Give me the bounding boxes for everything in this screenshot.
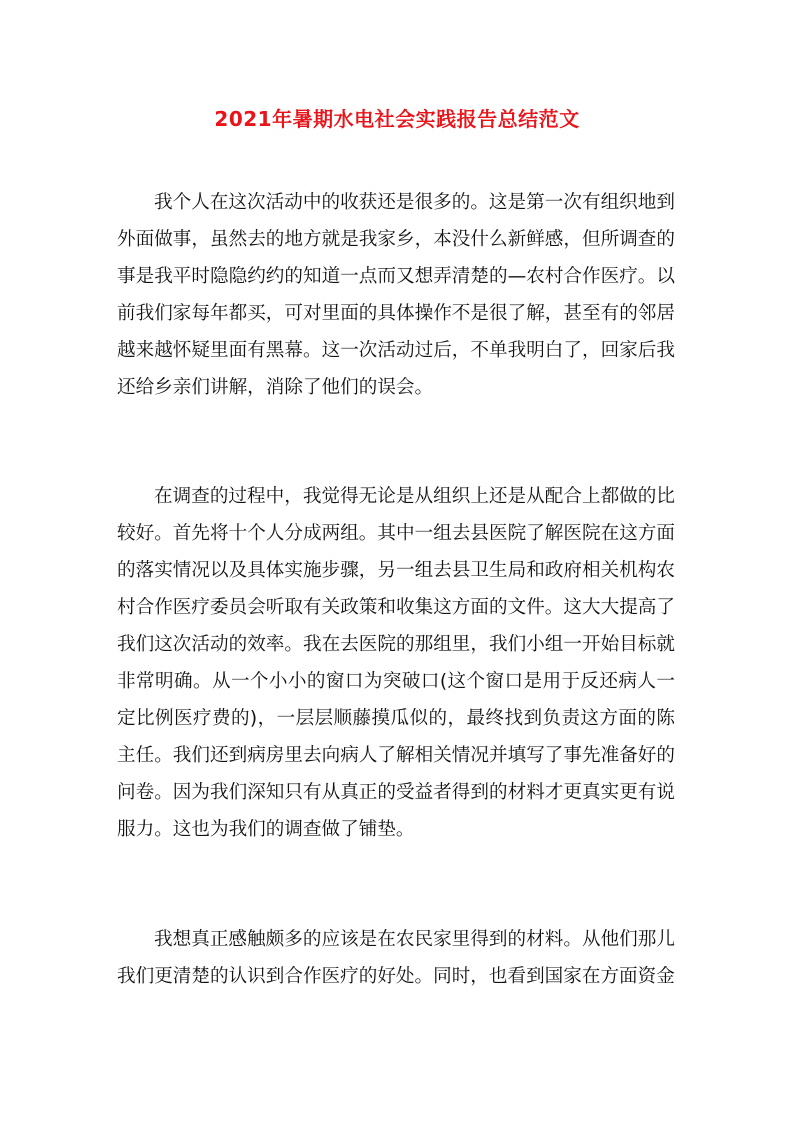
paragraph-3: 我想真正感触颇多的应该是在农民家里得到的材料。从他们那儿我们更清楚的认识到合作医疗的好处。同时，也看到国家在方面资金 bbox=[117, 929, 675, 987]
paragraph-2: 在调查的过程中，我觉得无论是从组织上还是从配合上都做的比较好。首先将十个人分成两组。其中一组去县医院了解医院在这方面的落实情况以及具体实施步骤，另一组去县卫生局和政府相关机构农村合作医疗委员会听取有关政策和收集这方面的文件。这大大提高了我们这次活动的效率。我在去医院的那组里，我们小组一开始目标就非常明确。从一个小小的窗口为突破口(这个窗口是用于反还病人一定比例医疗费的)，一层层顺藤摸瓜似的，最终找到负责这方面的陈主任。我们还到病房里去向病人了解相关情况并填写了事先准备好的问卷。因为我们深知只有从真正的受益者得到的材料才更真实更有说服力。这也为我们的调查做了铺垫。 bbox=[117, 486, 675, 840]
document-title: 2021年暑期水电社会实践报告总结范文 bbox=[214, 107, 580, 131]
paragraph-1: 我个人在这次活动中的收获还是很多的。这是第一次有组织地到外面做事，虽然去的地方就是我家乡，本没什么新鲜感，但所调查的事是我平时隐隐约约的知道一点而又想弄清楚的—农村合作医疗。以前我们家每年都买，可对里面的具体操作不是很了解，甚至有的邻居越来越怀疑里面有黑幕。这一次活动过后，不单我明白了，回家后我还给乡亲们讲解，消除了他们的误会。 bbox=[117, 192, 675, 398]
